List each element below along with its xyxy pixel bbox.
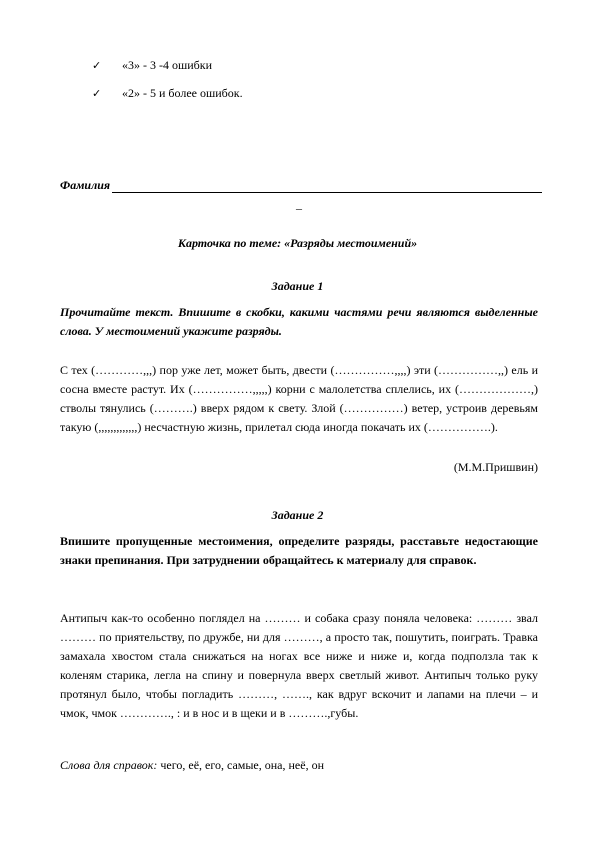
grading-text: «2» - 5 и более ошибок. xyxy=(122,86,243,100)
checkmark-icon: ✓ xyxy=(92,60,102,72)
task1-text: С тех (…………,,,) пор уже лет, может быть, двести (……………,,,,) эти (……………,,) ель и сосна вместе растут. Их (……………,,,,,) корни с малолетства сплелись, их (………………,) стволы тянулись (……….) вверх рядом к свету. Злой (……………) ветер, устроив деревьям такую (,,,,,,,,,,,,,) несчастную жизнь, прилетал сюда иногда покачать их (…………….). xyxy=(60,363,538,434)
task1-author: (М.М.Пришвин) xyxy=(453,460,538,474)
card-title: Карточка по теме: «Разряды местоимений» xyxy=(177,236,418,250)
task1-instruction: Прочитайте текст. Впишите в скобки, какими частями речи являются выделенные слова. У местоимений укажите разряды. xyxy=(60,305,538,338)
task2-text: Антипыч как-то особенно поглядел на ……… и собака сразу поняла человека: ……… звал ……… по приятельству, по дружбе, ни для ………, а просто так, пошутить, поиграть. Травка замахала хвостом стала снижаться на ногах все ниже и ниже и, когда подползла так к коленям старика, легла на спину и повернула вверх светлый живот. Антипыч только руку протянул было, чтобы погладить ………, ……., как вдруг вскочит и лапами на плечи – и чмок, чмок …………., : и в нос и в щеки и в ……….,губы. xyxy=(60,611,538,720)
reference-list: чего, её, его, самые, она, неё, он xyxy=(157,758,325,772)
task2-instruction: Впишите пропущенные местоимения, определите разряды, расставьте недостающие знаки препинания. При затруднении обращайтесь к материалу для справок. xyxy=(60,534,538,567)
reference-words xyxy=(60,758,324,773)
checkmark-icon: ✓ xyxy=(92,88,102,100)
surname-label: Фамилия xyxy=(60,178,111,192)
grading-text: «3» - 3 -4 ошибки xyxy=(122,58,213,72)
reference-label: Слова для справок: xyxy=(60,758,158,772)
surname-line[interactable] xyxy=(112,180,542,193)
grading-item-2 xyxy=(92,86,243,101)
task1-title: Задание 1 xyxy=(271,279,324,293)
task2-title: Задание 2 xyxy=(271,508,324,522)
surname-row xyxy=(60,178,542,193)
dash-mark: – xyxy=(296,201,302,215)
grading-item-3 xyxy=(92,58,212,73)
